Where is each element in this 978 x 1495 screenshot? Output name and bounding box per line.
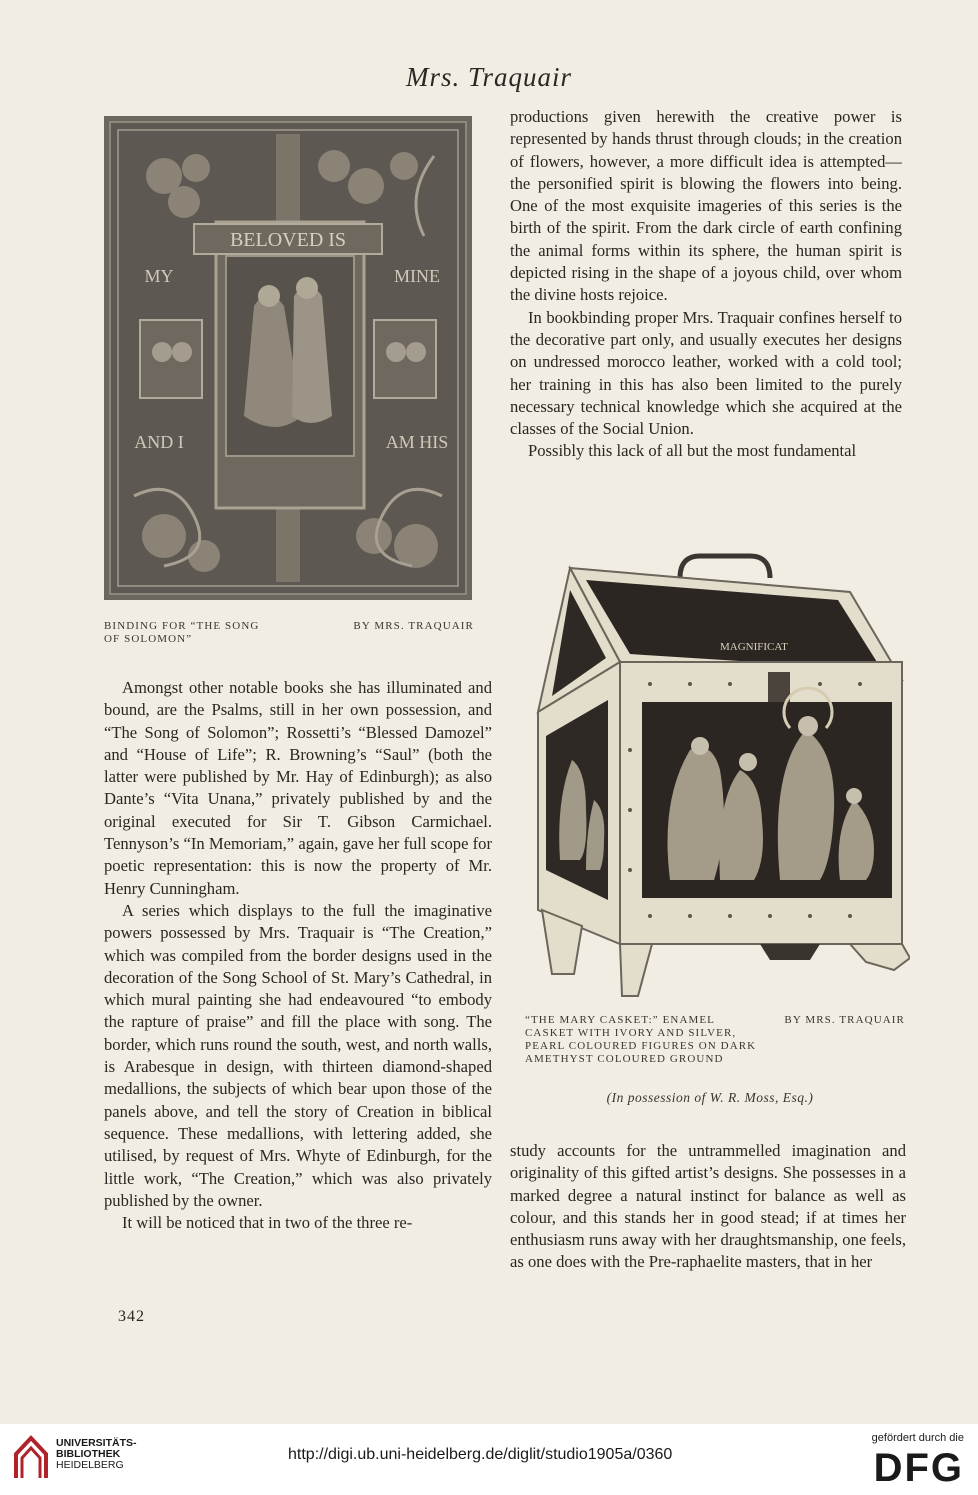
binding-banner-text: BELOVED IS bbox=[229, 229, 347, 251]
casket-caption-title: “THE MARY CASKET:” ENAMEL CASKET WITH IVORY AND SILVER, PEARL COLOURED FIGURES ON DARK AMETHYST COLOURED GROUND bbox=[525, 1014, 757, 1065]
binding-word-mine: MINE bbox=[394, 266, 440, 286]
casket-caption bbox=[525, 1014, 905, 1066]
paragraph: A series which displays to the full the imaginative powers possessed by Mrs. Traquair is “The Creation,” which was compiled from the border designs used in the decoration of the Song School of St. Mary’s Cathedral, in which mural painting she had endeavoured “to embody the rapture of praise” and fill the place with song. The border, which runs round the south, west, and north walls, is Arabesque in design, with thirteen diamond-shaped medallions, the subjects of which bear upon those of the panels above, and tell the story of Creation in biblical sequence. These medallions, with lettering added, she utilised, by request of Mrs. Whyte of Edinburgh, for the little work, “The Creation,” which was also privately published by the owner. bbox=[104, 900, 492, 1210]
paragraph: It will be noticed that in two of the three re- bbox=[122, 1213, 413, 1233]
paragraph: Possibly this lack of all but the most fundamental bbox=[528, 441, 857, 461]
book-binding-illustration-icon bbox=[104, 116, 472, 600]
casket-caption-artist: BY MRS. TRAQUAIR bbox=[784, 1014, 905, 1026]
paragraph: study accounts for the untrammelled imagination and originality of this gifted artist’s designs. She possesses in a marked degree a natural instinct for balance as well as colour, and this stands her in good stead; if at times her enthusiasm runs away with her draughtsmanship, one feels, as one does with the Pre-raphaelite masters, that in her bbox=[510, 1141, 906, 1272]
binding-caption-artist: BY MRS. TRAQUAIR bbox=[353, 620, 474, 632]
binding-word-my: MY bbox=[144, 266, 174, 286]
left-column bbox=[104, 677, 492, 1234]
funding-label: gefördert durch die bbox=[871, 1432, 964, 1444]
binding-caption bbox=[104, 620, 474, 646]
binding-word-am-his: AM HIS bbox=[385, 432, 449, 452]
casket-provenance: (In possession of W. R. Moss, Esq.) bbox=[606, 1090, 814, 1105]
binding-caption-title: BINDING FOR “THE SONG OF SOLOMON” bbox=[104, 620, 260, 645]
page-number: 342 bbox=[118, 1308, 145, 1325]
library-name-line: UNIVERSITÄTS- bbox=[56, 1437, 137, 1449]
permalink-url[interactable]: http://digi.ub.uni-heidelberg.de/diglit/studio1905a/0360 bbox=[288, 1446, 673, 1463]
library-name-line: HEIDELBERG bbox=[56, 1459, 124, 1471]
library-name-line: BIBLIOTHEK bbox=[56, 1448, 121, 1460]
enamel-casket-photograph-icon bbox=[520, 550, 910, 1000]
casket-inscription: MAGNIFICAT bbox=[720, 641, 788, 653]
right-column-top bbox=[510, 106, 902, 463]
binding-illustration bbox=[104, 116, 472, 600]
library-name bbox=[56, 1438, 137, 1471]
casket-photograph bbox=[520, 550, 910, 1000]
paragraph: productions given herewith the creative power is represented by hands thrust through clouds; in the creation of flowers, however, a more difficult idea is attempted—the personified spirit is blowing the flowers into being. One of the most exquisite imageries of this series is the birth of the spirit. From the dark circle of earth confining the animal forms within its sphere, the human spirit is depicted rising in the shape of a joyous child, over whom the divine hosts rejoice. bbox=[510, 107, 902, 305]
dfg-logo: DFG bbox=[873, 1446, 964, 1490]
paragraph: Amongst other notable books she has illuminated and bound, are the Psalms, still in her own possession, and “The Song of Solomon”; Rossetti’s “Blessed Damozel” and “House of Life”; R. Browning’s “Saul” (both the latter were published by Mr. Hay of Edinburgh); as also Dante’s “Vita Unana,” privately published by and the original executed for Sir T. Gibson Carmichael. Tennyson’s “In Memoriam,” again, gave her full scope for poetic representation: this is now the property of Mr. Henry Cunningham. bbox=[104, 678, 492, 898]
paragraph: In bookbinding proper Mrs. Traquair confines herself to the decorative part only, and usually executes her designs on undressed morocco leather, worked with a cold tool; her training in this has also been limited to the purely necessary technical knowledge which she acquired at the classes of the Social Union. bbox=[510, 307, 902, 439]
university-library-logo-icon bbox=[12, 1434, 50, 1480]
binding-word-and-i: AND I bbox=[134, 432, 184, 452]
right-column-bottom bbox=[510, 1140, 906, 1274]
running-title: Mrs. Traquair bbox=[405, 62, 573, 92]
footer-bar bbox=[0, 1424, 978, 1495]
